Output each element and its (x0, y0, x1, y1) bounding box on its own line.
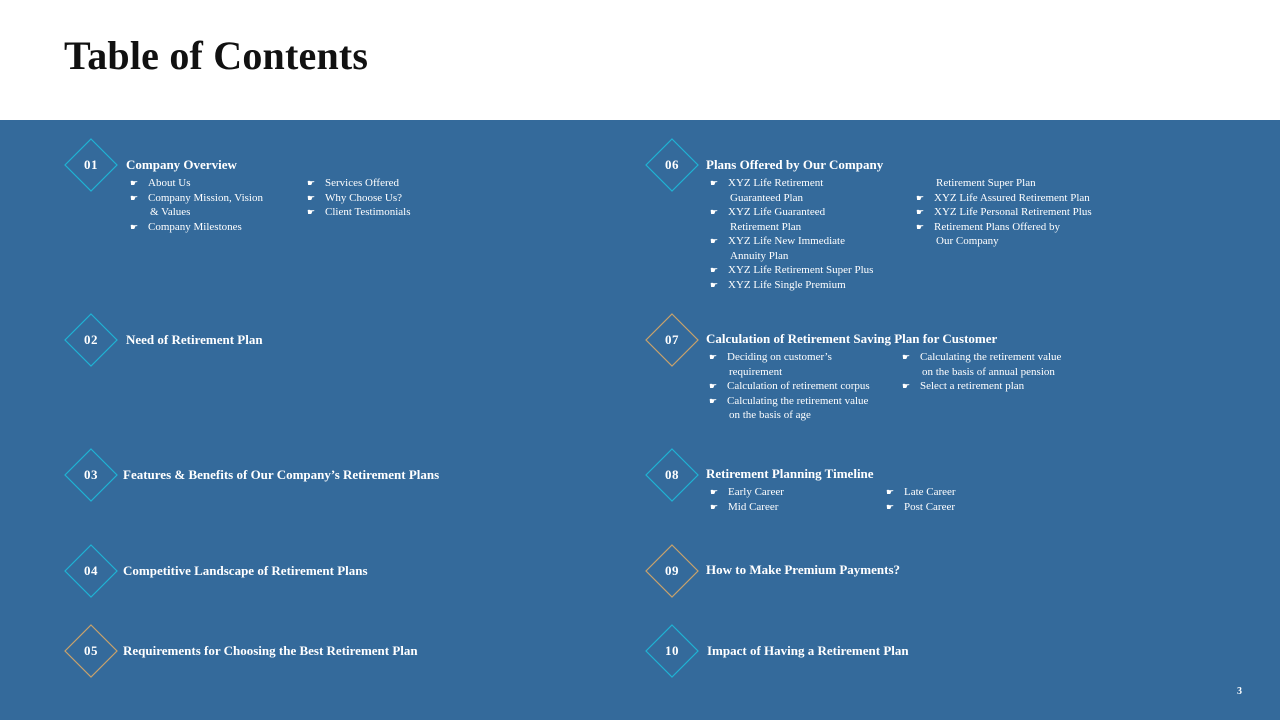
list-item-label: Services Offered (325, 177, 400, 189)
section-title[interactable]: How to Make Premium Payments? (706, 562, 901, 577)
list-item-label: XYZ Life Retirement (728, 177, 824, 189)
list-item (914, 205, 1092, 220)
list-item (914, 220, 1092, 235)
list-item (707, 350, 870, 365)
list-item-label: Calculating the retirement value (920, 351, 1062, 363)
section-number: 09 (665, 563, 679, 578)
hand-pointer-icon: ☛ (709, 381, 718, 391)
hand-pointer-icon: ☛ (902, 381, 911, 391)
section-title[interactable]: Competitive Landscape of Retirement Plans (123, 563, 368, 578)
hand-pointer-icon: ☛ (710, 487, 719, 497)
bullet-list (900, 350, 1061, 394)
diamond-number-badge (645, 544, 699, 598)
header (0, 0, 1280, 120)
hand-pointer-icon: ☛ (710, 265, 719, 275)
list-item (128, 220, 263, 235)
list-item-label: Calculation of retirement corpus (727, 380, 870, 392)
list-item (128, 191, 263, 206)
list-item (708, 205, 873, 220)
list-item (884, 500, 956, 515)
section-number: 10 (665, 643, 679, 658)
diamond-number-badge (645, 313, 699, 367)
hand-pointer-icon: ☛ (710, 279, 719, 290)
list-item (900, 350, 1061, 365)
hand-pointer-icon: ☛ (307, 178, 316, 188)
diamond-number-badge (64, 624, 118, 678)
list-item-label: Early Career (728, 486, 784, 498)
diamond-number-badge (64, 448, 118, 502)
hand-pointer-icon: ☛ (710, 236, 719, 246)
list-item (708, 263, 873, 278)
section-number: 05 (84, 643, 98, 658)
list-item (900, 365, 1061, 380)
list-item (914, 234, 1092, 249)
section-number: 03 (84, 467, 98, 482)
list-item-label: Retirement Plans Offered by (934, 220, 1060, 233)
list-item-label: Retirement Plan (730, 220, 802, 233)
bullet-list (305, 176, 411, 220)
list-item-label: on the basis of age (729, 409, 811, 421)
hand-pointer-icon: ☛ (307, 192, 316, 203)
list-item (900, 379, 1061, 394)
list-item (707, 379, 870, 394)
list-item-label: About Us (148, 177, 191, 189)
section-title[interactable]: Impact of Having a Retirement Plan (707, 643, 909, 658)
list-item (708, 278, 873, 293)
page-title: Table of Contents (64, 33, 369, 78)
list-item-label: Post Career (904, 500, 956, 513)
hand-pointer-icon: ☛ (916, 192, 925, 203)
bullet-list (884, 485, 956, 514)
hand-pointer-icon: ☛ (710, 501, 719, 512)
hand-pointer-icon: ☛ (709, 395, 718, 406)
diamond-number-badge (645, 138, 699, 192)
hand-pointer-icon: ☛ (130, 178, 139, 188)
section-number: 08 (665, 467, 679, 482)
hand-pointer-icon: ☛ (886, 501, 895, 512)
list-item (305, 205, 411, 220)
list-item-label: Late Career (904, 486, 956, 498)
section-title[interactable]: Retirement Planning Timeline (706, 466, 874, 481)
section-title[interactable]: Need of Retirement Plan (126, 332, 263, 347)
section-number: 01 (84, 157, 98, 172)
page-number: 3 (1237, 686, 1242, 697)
list-item-label: Company Mission, Vision (148, 191, 263, 204)
list-item-label: Calculating the retirement value (727, 394, 869, 407)
section-number: 02 (84, 332, 98, 347)
list-item-label: XYZ Life Single Premium (728, 278, 846, 291)
list-item-label: & Values (150, 206, 191, 218)
section-number: 04 (84, 563, 98, 578)
list-item (708, 249, 873, 264)
list-item-label: requirement (729, 365, 783, 378)
section-number: 06 (665, 157, 679, 172)
list-item-label: XYZ Life Retirement Super Plus (728, 264, 874, 276)
hand-pointer-icon: ☛ (709, 352, 718, 362)
hand-pointer-icon: ☛ (130, 221, 139, 232)
list-item (128, 205, 263, 220)
list-item-label: Select a retirement plan (920, 380, 1025, 392)
list-item-label: XYZ Life Guaranteed (728, 206, 826, 218)
hand-pointer-icon: ☛ (710, 178, 719, 188)
bullet-list (708, 485, 784, 514)
hand-pointer-icon: ☛ (886, 487, 895, 497)
list-item (708, 485, 784, 500)
list-item (305, 176, 411, 191)
list-item (708, 176, 873, 191)
section-title[interactable]: Company Overview (126, 157, 237, 172)
list-item (914, 176, 1092, 191)
hand-pointer-icon: ☛ (902, 352, 911, 362)
diamond-number-badge (64, 544, 118, 598)
list-item (305, 191, 411, 206)
list-item-label: Why Choose Us? (325, 191, 402, 204)
list-item (708, 234, 873, 249)
bullet-list (707, 350, 870, 423)
list-item-label: Annuity Plan (730, 249, 789, 262)
section-number: 07 (665, 332, 679, 347)
diamond-number-badge (64, 138, 118, 192)
section-title[interactable]: Requirements for Choosing the Best Retirement Plan (123, 643, 418, 658)
list-item-label: XYZ Life New Immediate (728, 235, 845, 247)
hand-pointer-icon: ☛ (710, 207, 719, 217)
list-item (914, 191, 1092, 206)
diamond-number-badge (64, 313, 118, 367)
hand-pointer-icon: ☛ (307, 207, 316, 217)
list-item-label: Our Company (936, 235, 999, 247)
list-item (708, 191, 873, 206)
section-title[interactable]: Calculation of Retirement Saving Plan for Customer (706, 331, 998, 346)
diamond-number-badge (645, 624, 699, 678)
list-item (707, 394, 870, 409)
list-item (708, 500, 784, 515)
list-item (128, 176, 263, 191)
diamond-number-badge (645, 448, 699, 502)
bullet-list (128, 176, 263, 234)
list-item-label: Mid Career (728, 500, 779, 513)
list-item-label: Company Milestones (148, 220, 242, 233)
list-item-label: Deciding on customer’s (727, 351, 832, 363)
bullet-list (708, 176, 873, 292)
list-item (884, 485, 956, 500)
list-item (708, 220, 873, 235)
hand-pointer-icon: ☛ (130, 192, 139, 203)
list-item-label: XYZ Life Assured Retirement Plan (934, 191, 1090, 204)
list-item-label: Client Testimonials (325, 206, 411, 218)
list-item-label: Guaranteed Plan (730, 191, 803, 204)
hand-pointer-icon: ☛ (916, 221, 925, 232)
section-title[interactable]: Features & Benefits of Our Company’s Retirement Plans (123, 467, 440, 482)
list-item-label: Retirement Super Plan (936, 177, 1036, 189)
hand-pointer-icon: ☛ (916, 207, 925, 217)
list-item-label: on the basis of annual pension (922, 365, 1055, 378)
list-item-label: XYZ Life Personal Retirement Plus (934, 206, 1092, 218)
bullet-list (914, 176, 1092, 249)
list-item (707, 365, 870, 380)
list-item (707, 408, 870, 423)
section-title[interactable]: Plans Offered by Our Company (706, 157, 884, 172)
